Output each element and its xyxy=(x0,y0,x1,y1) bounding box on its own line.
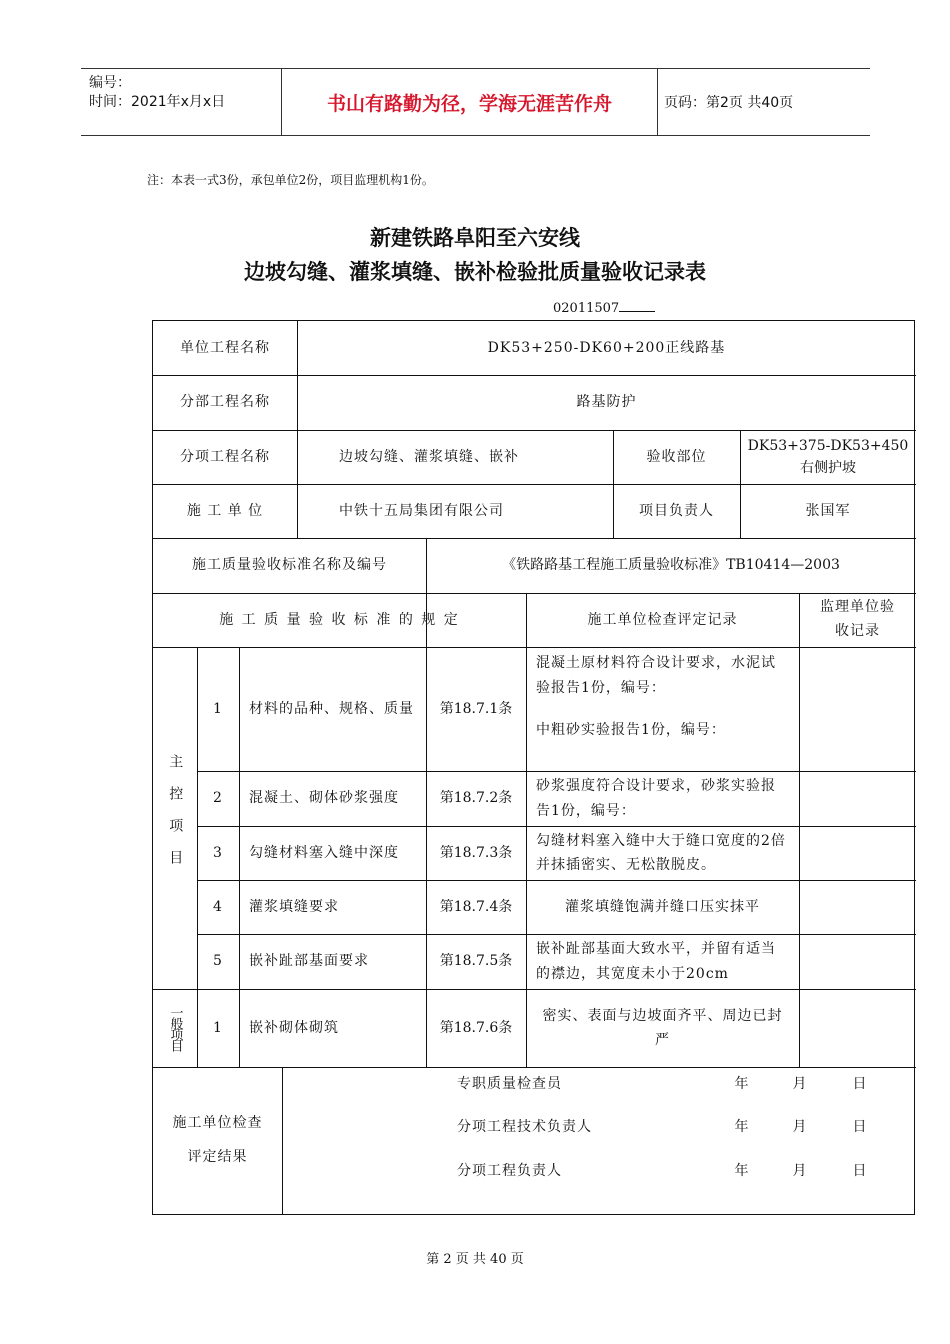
sub-project-label: 分部工程名称 xyxy=(180,394,270,411)
form-code xyxy=(553,300,655,316)
item-no: 1 xyxy=(213,1019,223,1036)
project-manager-label: 项目负责人 xyxy=(639,502,714,519)
signer-month: 月 xyxy=(792,1162,808,1179)
item-record: 灌浆填缝饱满并缝口压实抹平 xyxy=(565,898,760,915)
item-clause: 第18.7.2条 xyxy=(439,790,513,807)
project-manager-value: 张国军 xyxy=(805,502,851,519)
page-header xyxy=(81,68,870,136)
signer-year: 年 xyxy=(734,1118,750,1135)
signer-quality-inspector: 专职质量检查员 xyxy=(457,1075,562,1092)
item-clause: 第18.7.3条 xyxy=(439,844,513,861)
standard-value: 《铁路路基工程施工质量验收标准》TB10414—2003 xyxy=(502,557,840,574)
item-record xyxy=(526,647,799,771)
item-no: 4 xyxy=(213,898,223,915)
item-name: 嵌补趾部基面要求 xyxy=(249,953,369,970)
item-no: 3 xyxy=(213,844,223,861)
motto: 书山有路勤为径，学海无涯苦作舟 xyxy=(282,69,658,135)
item-clause: 第18.7.1条 xyxy=(439,700,513,717)
title-line1: 新建铁路阜阳至六安线 xyxy=(370,225,580,250)
item-no: 2 xyxy=(213,790,223,807)
note: 注：本表一式3份，承包单位2份，项目监理机构1份。 xyxy=(147,173,434,187)
signer-item-lead: 分项工程负责人 xyxy=(457,1162,562,1179)
item-name: 混凝土、砌体砂浆强度 xyxy=(249,790,399,807)
item-name: 嵌补砌体砌筑 xyxy=(249,1019,339,1036)
result-label: 施工单位检查评定结果 xyxy=(172,1115,263,1165)
item-record-line2: 中粗砂实验报告1份，编号： xyxy=(536,722,726,738)
supervision-header: 监理单位验收记录 xyxy=(820,599,895,639)
item-record: 勾缝材料塞入缝中大于缝口宽度的2倍并抹插密实、无松散脱皮。 xyxy=(536,832,786,873)
item-record-line1: 混凝土原材料符合设计要求，水泥试验报告1份，编号： xyxy=(536,655,776,696)
item-name: 灌浆填缝要求 xyxy=(249,898,339,915)
standard-label: 施工质量验收标准名称及编号 xyxy=(192,557,387,574)
form-code-value: 02011507 xyxy=(553,301,620,316)
header-info xyxy=(81,69,282,135)
signer-tech-lead: 分项工程技术负责人 xyxy=(457,1118,592,1135)
item-record: 嵌补趾部基面大致水平，并留有适当的襟边，其宽度未小于20cm xyxy=(536,941,776,982)
acceptance-part-value: DK53+375-DK53+450 右侧护坡 xyxy=(747,437,909,476)
construction-unit-label: 施 工 单 位 xyxy=(186,502,264,519)
acceptance-part-label: 验收部位 xyxy=(646,448,707,465)
construction-unit-value: 中铁十五局集团有限公司 xyxy=(339,502,504,519)
item-no: 5 xyxy=(213,953,223,970)
item-clause: 第18.7.4条 xyxy=(439,898,513,915)
item-project-value: 边坡勾缝、灌浆填缝、嵌补 xyxy=(339,448,519,465)
item-clause: 第18.7.6条 xyxy=(439,1019,513,1036)
page-info: 页码：第2页 共40页 xyxy=(664,95,794,111)
check-record-header: 施工单位检查评定记录 xyxy=(587,611,738,628)
signer-day: 日 xyxy=(852,1162,868,1179)
item-project-label: 分项工程名称 xyxy=(180,448,270,465)
signer-day: 日 xyxy=(852,1118,868,1135)
item-clause: 第18.7.5条 xyxy=(439,953,513,970)
signer-month: 月 xyxy=(792,1118,808,1135)
unit-project-label: 单位工程名称 xyxy=(180,339,270,356)
inspection-table xyxy=(152,320,915,1215)
page-footer: 第 2 页 共 40 页 xyxy=(426,1252,524,1267)
general-label: 一般项目 xyxy=(167,1006,183,1050)
item-record: 密实、表面与边坡面齐平、周边已封严 xyxy=(542,1007,783,1048)
signer-year: 年 xyxy=(734,1075,750,1092)
item-name: 材料的品种、规格、质量 xyxy=(249,700,414,717)
signer-day: 日 xyxy=(852,1075,868,1092)
signer-month: 月 xyxy=(792,1075,808,1092)
sub-project-value: 路基防护 xyxy=(576,394,637,411)
form-code-underline xyxy=(619,300,655,312)
signer-year: 年 xyxy=(734,1162,750,1179)
unit-project-value: DK53+250-DK60+200正线路基 xyxy=(487,339,726,356)
item-no: 1 xyxy=(213,700,223,717)
item-name: 勾缝材料塞入缝中深度 xyxy=(249,844,399,861)
title-line2: 边坡勾缝、灌浆填缝、嵌补检验批质量验收记录表 xyxy=(244,259,706,284)
col-line xyxy=(282,1067,283,1215)
col-line xyxy=(799,593,800,1067)
main-control-label: 主控项目 xyxy=(167,754,184,882)
item-record: 砂浆强度符合设计要求，砂浆实验报告1份，编号： xyxy=(536,778,776,819)
rule-header: 施 工 质 量 验 收 标 准 的 规 定 xyxy=(219,611,460,628)
number-label: 编号： xyxy=(89,75,131,91)
time-label: 时间：2021年x月x日 xyxy=(89,94,226,110)
